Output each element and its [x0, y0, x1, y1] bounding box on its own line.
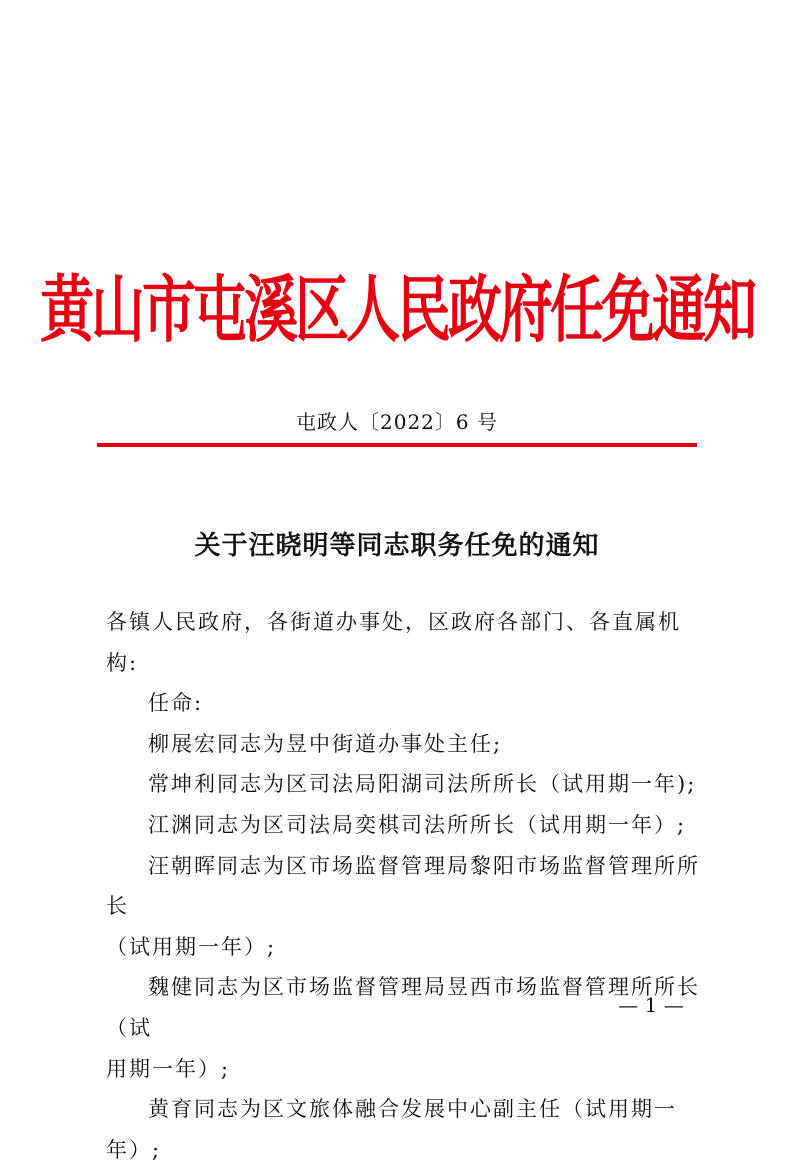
appoint-label: 任命:: [148, 691, 204, 716]
page-number: — 1 —: [618, 993, 684, 1017]
notice-title: 关于汪晓明等同志职务任免的通知: [194, 531, 600, 561]
masthead-title: 黄山市屯溪区人民政府任免通知: [40, 267, 754, 353]
appointment-item: 常坤利同志为区司法局阳湖司法所所长（试用期一年);: [148, 772, 697, 797]
appointment-item: 江渊同志为区司法局奕棋司法所所长（试用期一年）;: [148, 812, 687, 837]
document-number: 屯政人〔2022〕6 号: [296, 410, 498, 434]
appointment-item: 黄育同志为区文旅体融合发展中心副主任（试用期一年）;: [106, 1097, 677, 1162]
red-divider-rule: [97, 443, 697, 447]
appointment-item: 魏健同志为区市场监督管理局昱西市场监督管理所所长（试: [106, 975, 700, 1040]
appointment-item: 汪朝晖同志为区市场监督管理局黎阳市场监督管理所所长: [106, 853, 700, 919]
salutation: 各镇人民政府，各街道办事处，区政府各部门、各直属机构:: [106, 610, 681, 675]
appointment-item: 柳展宏同志为昱中街道办事处主任;: [148, 731, 503, 756]
appointment-item-continuation: 用期一年）;: [106, 1056, 231, 1081]
appointment-item-continuation: （试用期一年）;: [106, 934, 277, 959]
notice-body: [106, 602, 700, 1170]
